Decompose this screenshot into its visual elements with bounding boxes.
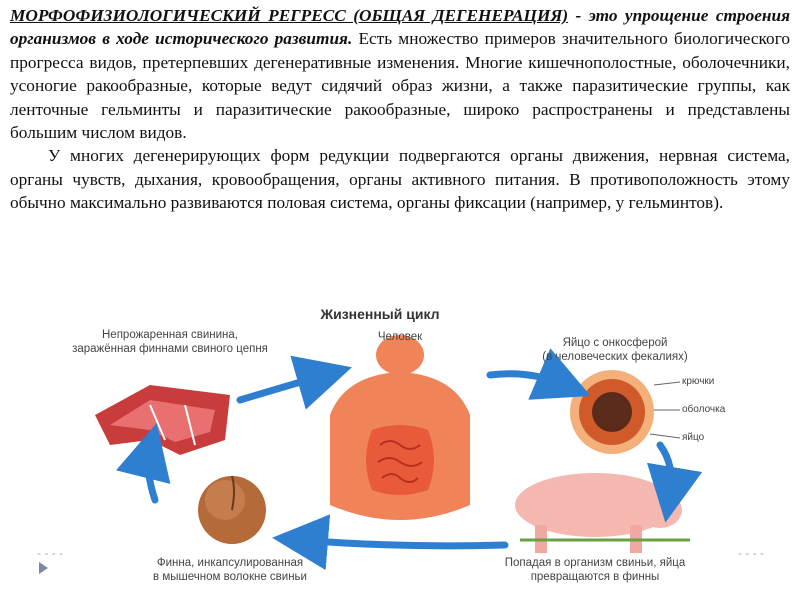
arrow-pig-to-finna <box>300 540 505 546</box>
paragraph-1-text: Есть множество примеров значительного биологического прогресса видов, претерпевших дегенеративные изменения. Многие кишечнополостные, оболочечники, усоногие ракообразные, которые ведут сидячий образ жизни, а также паразитические группы, как ленточные гельминты и паразитические ракообразные, широко распространены и представлены большим числом видов. <box>10 29 790 143</box>
label-pig-line-1: Попадая в организм свиньи, яйца <box>504 557 686 569</box>
diagram-title: Жизненный цикл <box>320 306 440 322</box>
label-finna <box>130 556 330 584</box>
label-egg <box>530 336 700 364</box>
pork-meat-illustration <box>95 385 230 455</box>
pig-illustration <box>515 473 690 553</box>
label-egg-egg: яйцо <box>682 432 705 443</box>
arrow-human-to-egg <box>490 374 565 385</box>
human-body-illustration <box>330 335 470 520</box>
arrow-finna-to-pork <box>148 450 155 500</box>
definition: упрощение строения организмов в ходе исторического развития. <box>10 6 790 49</box>
paragraph-2: У многих дегенерирующих форм редукции подвергаются органы движения, нервная система, органы чувств, дыхания, кровообращения, органы активного питания. В противоположность этому обычно максимально развиваются половая система, органы фиксации (например, у гельминтов). <box>10 146 790 213</box>
definition-dash: - это <box>568 6 618 25</box>
label-egg-line-2: (в человеческих фекалиях) <box>542 351 688 363</box>
label-finna-line-2: в мышечном волокне свиньи <box>153 571 307 583</box>
label-egg-hooks: крючки <box>682 376 715 387</box>
label-finna-line-1: Финна, инкапсулированная <box>156 557 304 569</box>
finna-cyst-illustration <box>198 476 266 544</box>
label-human: Человек <box>377 331 423 343</box>
label-pork-line-2: заражённая финнами свиного цепня <box>72 343 268 355</box>
label-pork <box>60 328 280 356</box>
slide-divider-right: - - - - <box>738 546 764 560</box>
arrow-pork-to-human <box>240 375 325 400</box>
egg-illustration <box>570 370 680 454</box>
label-pig <box>480 556 710 584</box>
label-egg-line-1: Яйцо с онкосферой <box>562 337 668 349</box>
term: МОРФОФИЗИОЛОГИЧЕСКИЙ РЕГРЕСС (ОБЩАЯ ДЕГЕНЕРАЦИЯ) <box>10 6 569 25</box>
label-egg-shell: оболочка <box>682 404 726 415</box>
label-pork-line-1: Непрожаренная свинина, <box>102 329 238 341</box>
label-pig-line-2: превращаются в финны <box>530 571 660 583</box>
slide-divider-left: - - - - <box>37 546 63 560</box>
play-arrow-icon[interactable] <box>39 562 48 574</box>
